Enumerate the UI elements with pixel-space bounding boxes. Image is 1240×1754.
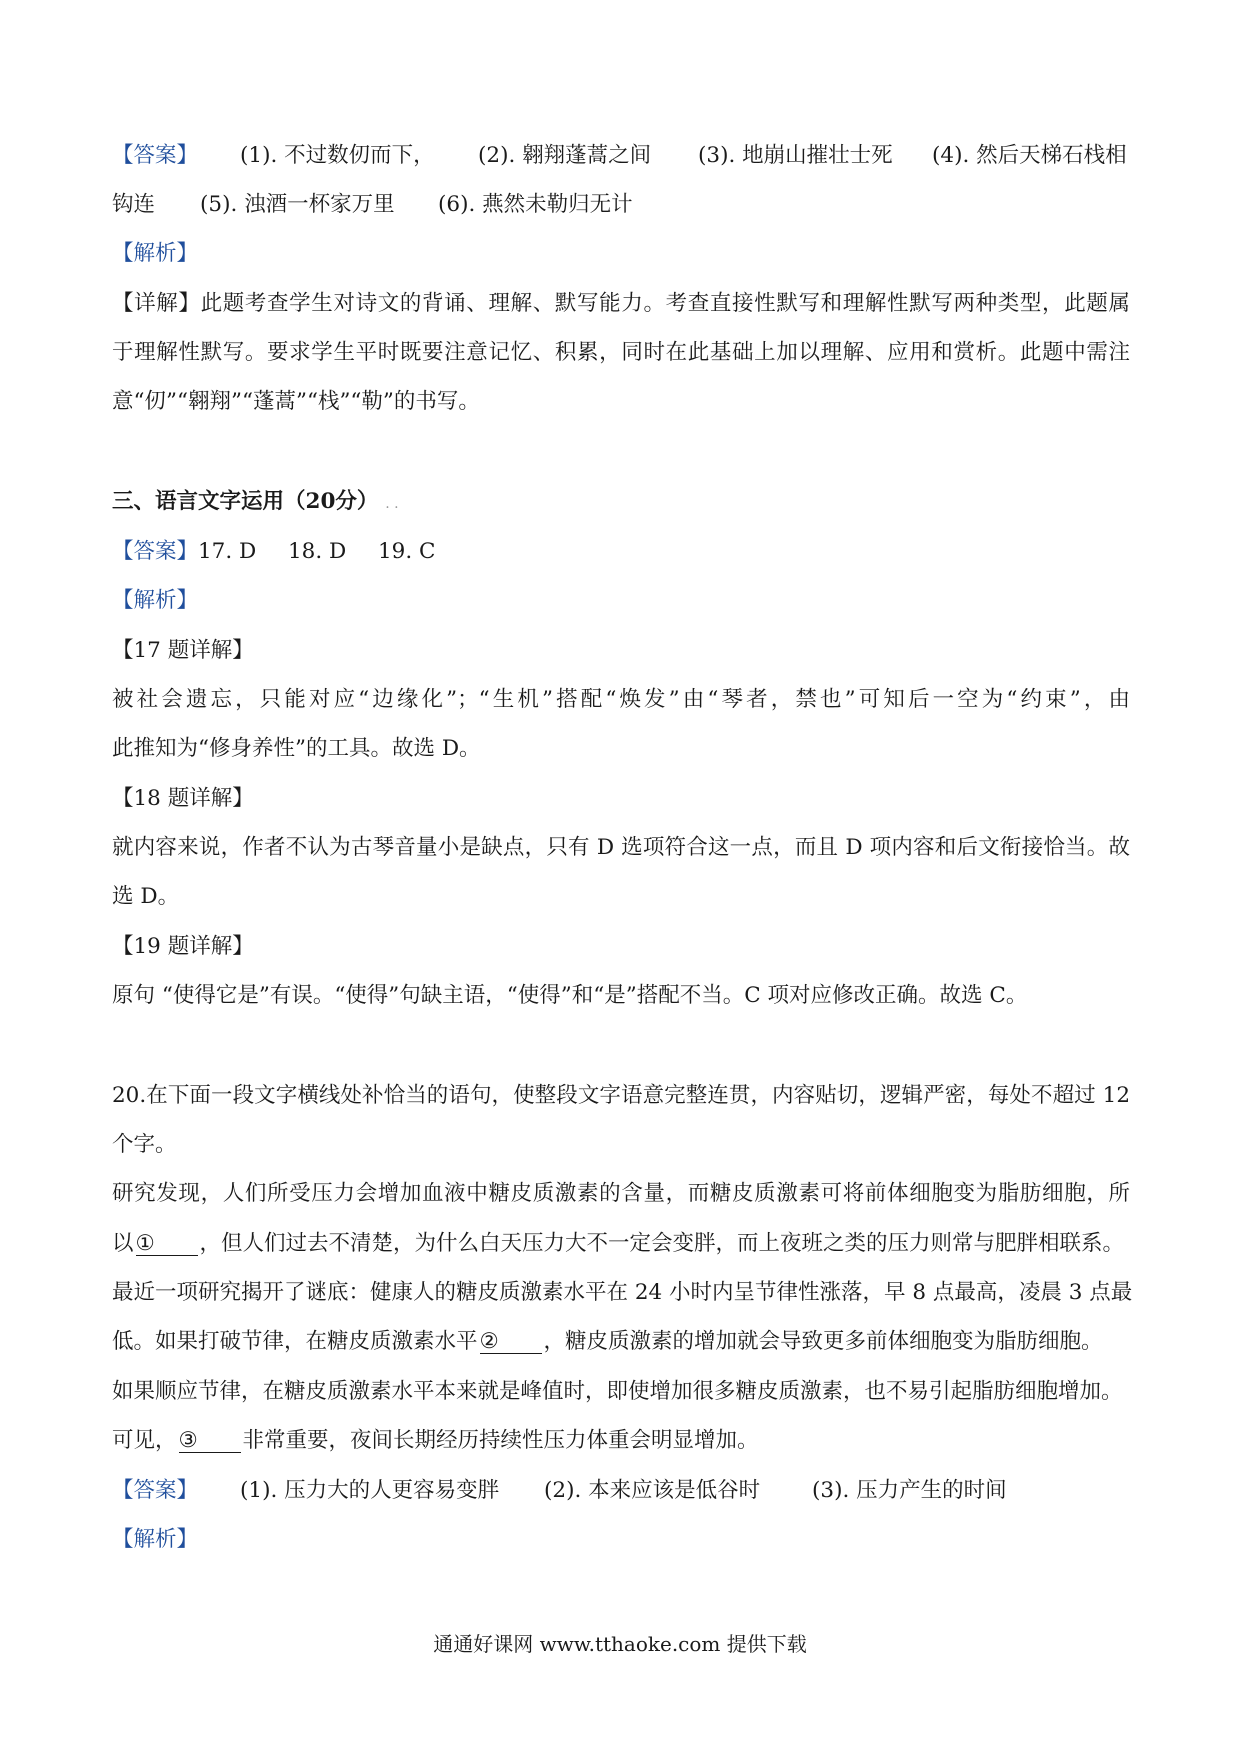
section-heading: 三、语言文字运用（20分） xyxy=(112,489,379,514)
passage-text: 以 xyxy=(112,1231,134,1256)
q20-passage-line: 研究发现，人们所受压力会增加血液中糖皮质激素的含量，而糖皮质激素可将前体细胞变为脂肪细胞，所 xyxy=(112,1181,1130,1206)
blank-number: ② xyxy=(479,1329,499,1354)
passage-text: 可见， xyxy=(112,1428,177,1453)
answer-item: (4). 然后天梯石栈相 xyxy=(932,143,1127,168)
answer-item: (3). 地崩山摧壮士死 xyxy=(698,143,893,168)
answer-item: (2). 翱翔蓬蒿之间 xyxy=(478,143,652,168)
answer-item: (5). 浊酒一杯家万里 xyxy=(200,192,395,217)
answer-item: (3). 压力产生的时间 xyxy=(812,1478,1007,1503)
page-footer: 通通好课网 www.tthaoke.com 提供下载 xyxy=(433,1632,807,1656)
analysis-tag-line xyxy=(112,1525,1130,1555)
answer-item: 17. D xyxy=(198,539,257,564)
q20-passage-line xyxy=(112,1229,1130,1259)
passage-text: 低。如果打破节律，在糖皮质激素水平 xyxy=(112,1329,478,1354)
q20-passage-line xyxy=(112,1426,1130,1456)
answer-item: (1). 不过数仞而下， xyxy=(240,143,435,168)
q20-stem-line: 个字。 xyxy=(112,1132,177,1157)
detail-line: 意“仞”“翱翔”“蓬蒿”“栈”“勒”的书写。 xyxy=(112,389,480,414)
answer-item: 19. C xyxy=(378,539,436,564)
answer-item: 18. D xyxy=(288,539,347,564)
analysis-tag: 【解析】 xyxy=(112,241,199,266)
q20-passage-line: 最近一项研究揭开了谜底：健康人的糖皮质激素水平在 24 小时内呈节律性涨落，早 8 点最高，凌晨 3 点最 xyxy=(112,1280,1133,1305)
blank-number: ③ xyxy=(178,1428,198,1453)
fill-blank-3 xyxy=(179,1430,241,1453)
heading-dots: . . xyxy=(385,496,399,512)
q18-line: 选 D。 xyxy=(112,884,180,909)
section-heading-line xyxy=(112,487,1130,519)
q20-answer-line xyxy=(112,1476,1130,1506)
answer-tag: 【答案】 xyxy=(112,539,199,564)
analysis-tag-line xyxy=(112,239,1130,269)
answer-item: (1). 压力大的人更容易变胖 xyxy=(240,1478,500,1503)
q17-line: 此推知为“修身养性”的工具。故选 D。 xyxy=(112,736,481,761)
detail-line: 【详解】此题考查学生对诗文的背诵、理解、默写能力。考查直接性默写和理解性默写两种类型，此题属 xyxy=(112,291,1130,316)
answer-item: (6). 燕然未勒归无计 xyxy=(438,192,633,217)
q20-passage-line: 如果顺应节律，在糖皮质激素水平本来就是峰值时，即使增加很多糖皮质激素，也不易引起脂肪细胞增加。 xyxy=(112,1379,1123,1404)
q18-line: 就内容来说，作者不认为古琴音量小是缺点，只有 D 选项符合这一点，而且 D 项内容和后文衔接恰当。故 xyxy=(112,835,1130,860)
q17-head: 【17 题详解】 xyxy=(112,638,254,663)
q20-stem-line: 20.在下面一段文字横线处补恰当的语句，使整段文字语意完整连贯，内容贴切，逻辑严密，每处不超过 12 xyxy=(112,1083,1130,1108)
answer-tag: 【答案】 xyxy=(112,1478,199,1503)
answer-line-2 xyxy=(112,190,1130,220)
fill-blank-1 xyxy=(136,1233,198,1256)
answer-continuation: 钩连 xyxy=(112,192,156,217)
analysis-tag: 【解析】 xyxy=(112,588,199,613)
q18-head: 【18 题详解】 xyxy=(112,786,254,811)
answer-item: (2). 本来应该是低谷时 xyxy=(544,1478,761,1503)
fill-blank-2 xyxy=(480,1331,542,1354)
answer-line-1 xyxy=(112,141,1130,171)
analysis-tag-line xyxy=(112,586,1130,616)
q17-line: 被社会遗忘，只能对应“边缘化”；“生机”搭配“焕发”由“琴者，禁也”可知后一空为“约束”，由 xyxy=(112,687,1130,712)
detail-line: 于理解性默写。要求学生平时既要注意记忆、积累，同时在此基础上加以理解、应用和赏析。此题中需注 xyxy=(112,340,1130,365)
q20-passage-line xyxy=(112,1327,1130,1357)
passage-text: ，但人们过去不清楚，为什么白天压力大不一定会变胖，而上夜班之类的压力则常与肥胖相联系。 xyxy=(199,1231,1125,1256)
q19-line: 原句 “使得它是”有误。“使得”句缺主语，“使得”和“是”搭配不当。C 项对应修改正确。故选 C。 xyxy=(112,983,1028,1008)
passage-text: ，糖皮质激素的增加就会导致更多前体细胞变为脂肪细胞。 xyxy=(543,1329,1103,1354)
passage-text: 非常重要，夜间长期经历持续性压力体重会明显增加。 xyxy=(242,1428,759,1453)
answer-tag: 【答案】 xyxy=(112,143,199,168)
section-answer-line xyxy=(112,537,1130,567)
blank-number: ① xyxy=(135,1231,155,1256)
analysis-tag: 【解析】 xyxy=(112,1527,199,1552)
q19-head: 【19 题详解】 xyxy=(112,934,254,959)
